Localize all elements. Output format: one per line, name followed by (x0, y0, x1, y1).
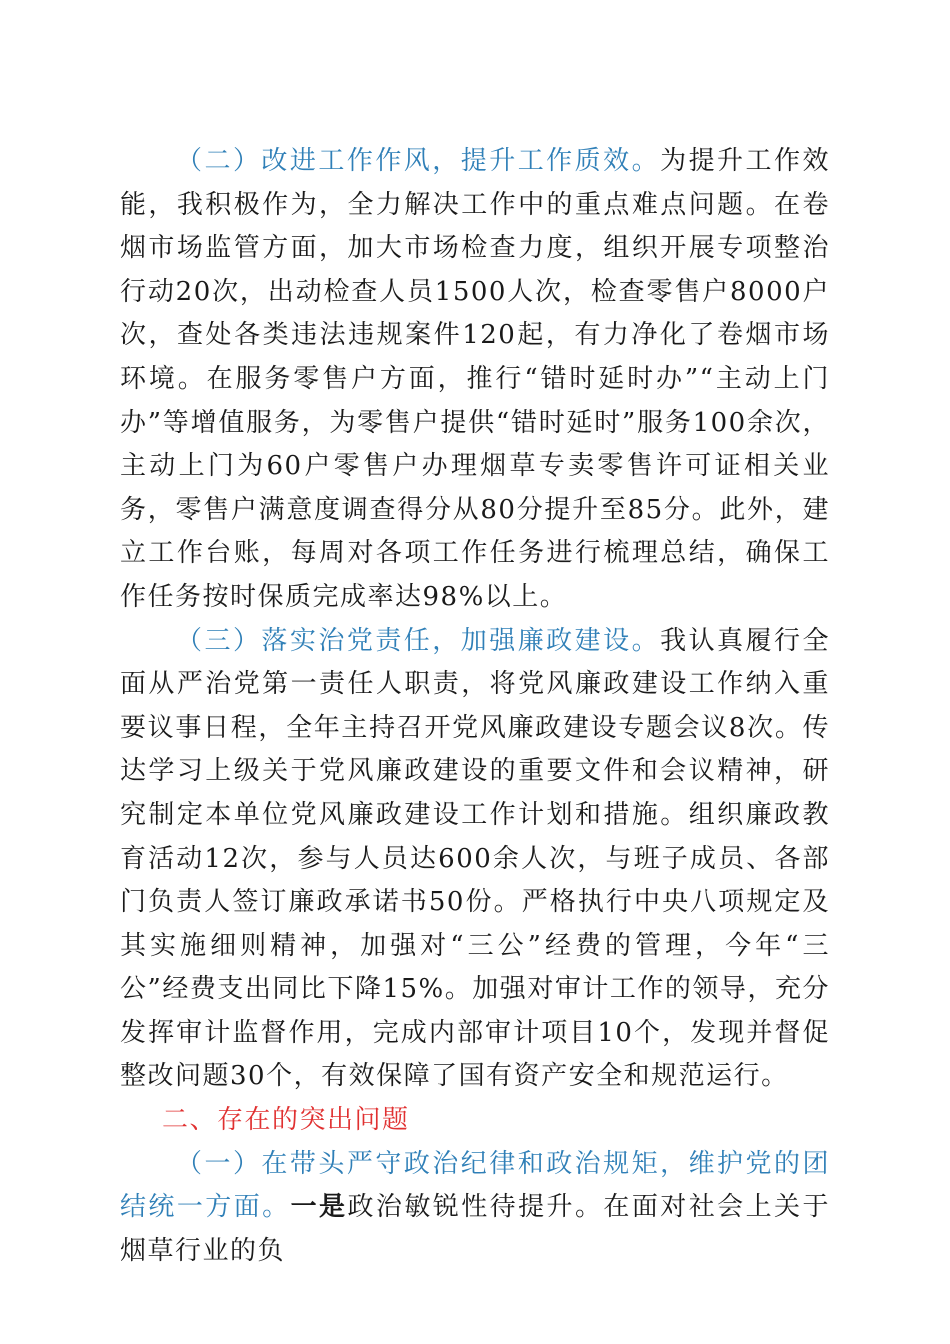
point-marker: 一是 (290, 1192, 348, 1223)
paragraph-political-discipline-text: 政治敏锐性待提升。在面对社会上关于烟草行业的负 (120, 1192, 830, 1266)
paragraph-party-responsibility (120, 620, 830, 1100)
document-body (120, 140, 830, 1273)
subheading-party-responsibility: （三）落实治党责任，加强廉政建设。 (176, 625, 661, 656)
paragraph-work-style (120, 140, 830, 620)
paragraph-party-responsibility-text: 我认真履行全面从严治党第一责任人职责，将党风廉政建设工作纳入重要议事日程，全年主持召开党风廉政建设专题会议8次。传达学习上级关于党风廉政建设的重要文件和会议精神，研究制定本单位党风廉政建设工作计划和措施。组织廉政教育活动12次，参与人员达600余人次，与班子成员、各部门负责人签订廉政承诺书50份。严格执行中央八项规定及其实施细则精神，加强对“三公”经费的管理，今年“三公”经费支出同比下降15%。加强对审计工作的领导，充分发挥审计监督作用，完成内部审计项目10个，发现并督促整改问题30个，有效保障了国有资产安全和规范运行。 (120, 625, 830, 1092)
section-title-problems: 二、存在的突出问题 (162, 1105, 410, 1136)
subheading-work-style: （二）改进工作作风，提升工作质效。 (176, 146, 661, 176)
paragraph-political-discipline (120, 1143, 830, 1274)
subheading-political-discipline: （一）在带头严守政治纪律和政治规矩，维护党的团结统一方面。 (120, 1148, 830, 1223)
paragraph-work-style-text: 为提升工作效能，我积极作为，全力解决工作中的重点难点问题。在卷烟市场监管方面，加大市场检查力度，组织开展专项整治行动20次，出动检查人员1500人次，检查零售户8000户次，查处各类违法违规案件120起，有力净化了卷烟市场环境。在服务零售户方面，推行“错时延时办”“主动上门办”等增值服务，为零售户提供“错时延时”服务100余次，主动上门为60户零售户办理烟草专卖零售许可证相关业务，零售户满意度调查得分从80分提升至85分。此外，建立工作台账，每周对各项工作任务进行梳理总结，确保工作任务按时保质完成率达98%以上。 (120, 146, 830, 612)
